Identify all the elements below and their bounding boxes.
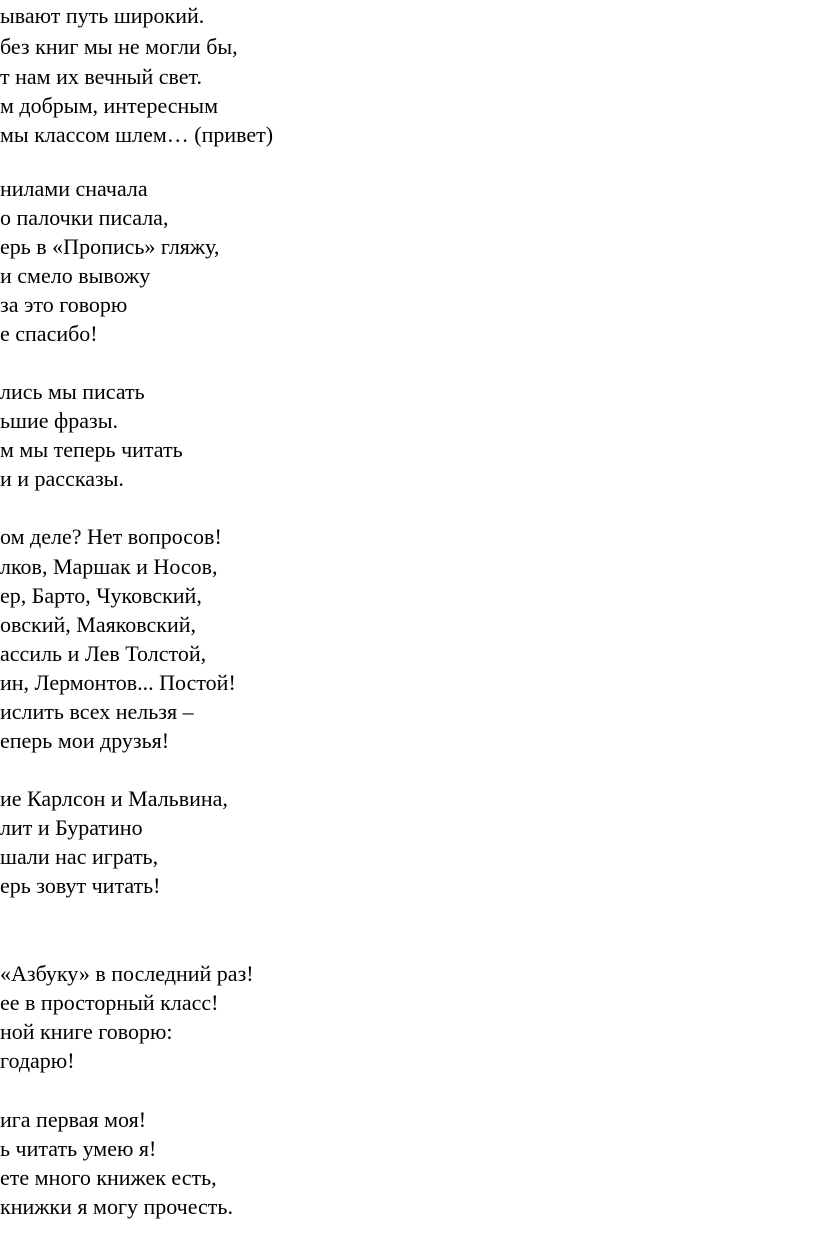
poem-line: ин, Лермонтов... Постой! [0, 670, 236, 695]
poem-line: ига первая моя! [0, 1107, 147, 1132]
poem-line: ывают путь широкий. [0, 3, 205, 28]
poem-line: «Азбуку» в последний раз! [0, 961, 254, 986]
poem-line: ассиль и Лев Толстой, [0, 641, 207, 666]
poem-line: о палочки писала, [0, 205, 169, 230]
poem-line: ер, Барто, Чуковский, [0, 583, 202, 608]
poem-line: м добрым, интересным [0, 93, 218, 118]
poem-line: еперь мои друзья! [0, 728, 170, 753]
poem-line: ь читать умею я! [0, 1136, 157, 1161]
poem-line: ной книге говорю: [0, 1019, 173, 1044]
poem-line: лит и Буратино [0, 815, 143, 840]
poem-line: ьшие фразы. [0, 408, 119, 433]
poem-line: годарю! [0, 1048, 75, 1073]
poem-line: ерь в «Пропись» гляжу, [0, 234, 220, 259]
poem-line: м мы теперь читать [0, 437, 183, 462]
poem-line: книжки я могу прочесть. [0, 1194, 233, 1219]
poem-line: ете много книжек есть, [0, 1165, 217, 1190]
poem-line: лись мы писать [0, 379, 145, 404]
poem-line: ерь зовут читать! [0, 873, 161, 898]
poem-line: ислить всех нельзя – [0, 699, 194, 724]
poem-line: нилами сначала [0, 176, 148, 201]
poem-line: мы классом шлем… (привет) [0, 122, 274, 147]
poem-line: шали нас играть, [0, 844, 159, 869]
poem-line: е спасибо! [0, 321, 98, 346]
poem-line: ом деле? Нет вопросов! [0, 524, 222, 549]
poem-line: овский, Маяковский, [0, 612, 197, 637]
poem-line: ее в просторный класс! [0, 990, 219, 1015]
poem-line: и и рассказы. [0, 466, 124, 491]
poem-line: ие Карлсон и Мальвина, [0, 786, 228, 811]
poem-line: без книг мы не могли бы, [0, 34, 238, 59]
poem-line: за это говорю [0, 292, 128, 317]
poem-line: лков, Маршак и Носов, [0, 554, 218, 579]
poem-line: и смело вывожу [0, 263, 151, 288]
poem-line: т нам их вечный свет. [0, 64, 202, 89]
